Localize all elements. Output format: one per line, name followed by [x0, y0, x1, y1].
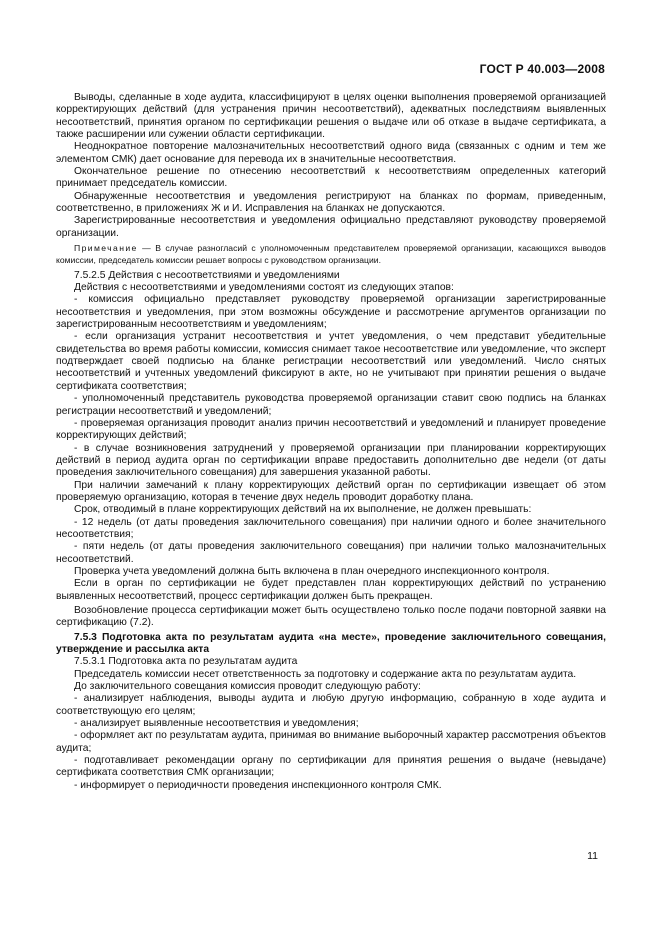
document-body: [56, 92, 606, 792]
paragraph: Если в орган по сертификации не будет представлен план корректирующих действий по устранению выявленных несоответствий, процесс сертификации должен быть прекращен.: [56, 578, 606, 602]
list-item: - пяти недель (от даты проведения заключительного совещания) при наличии только малозначительных несоответствий.: [56, 541, 606, 565]
paragraph: При наличии замечаний к плану корректирующих действий орган по сертификации извещает об этом проверяемую организацию, которая в течение двух недель проводит доработку плана.: [56, 479, 606, 503]
note: [56, 243, 606, 267]
paragraph: Обнаруженные несоответствия и уведомления регистрируют на бланках по формам, приведенным, соответственно, в приложениях Ж и И. Исправления на бланках не допускаются.: [56, 190, 606, 215]
note-text: — В случае разногласий с уполномоченным представителем проверяемой организации, касающихся выводов комиссии, председатель комиссии решает вопросы с руководством организации.: [56, 243, 606, 265]
note-label: Примечание: [74, 243, 138, 254]
paragraph: Окончательное решение по отнесению несоответствий к несоответствиям определенных категорий принимает председатель комиссии.: [56, 166, 606, 190]
paragraph: Выводы, сделанные в ходе аудита, классифицируют в целях оценки выполнения проверяемой организацией корректирующих действий (для устранения причин несоответствий), адекватных последствиям выявленных несоответствий, принятия органом по сертификации решения о выдаче или об отказе в выдаче сертификата, а также расширении или сужении области сертификации.: [56, 92, 606, 141]
paragraph: Зарегистрированные несоответствия и уведомления официально представляют руководству проверяемой организации.: [56, 215, 606, 239]
paragraph: Действия с несоответствиями и уведомлениями состоят из следующих этапов:: [74, 282, 454, 294]
paragraph: Возобновление процесса сертификации может быть осуществлено только после подачи повторной заявки на сертификацию (7.2).: [56, 605, 606, 629]
section-heading: 7.5.3 Подготовка акта по результатам аудита «на месте», проведение заключительного совещания, утверждение и рассылка акта: [56, 631, 606, 656]
page-number: 11: [587, 850, 598, 862]
paragraph: До заключительного совещания комиссия проводит следующую работу:: [74, 681, 421, 693]
list-item: - комиссия официально представляет руководству проверяемой организации зарегистрированные несоответствия и уведомления, при этом возможны обсуждение и рассмотрение аргументов организации по зарегистрированным несоответствиям и уведомлениям;: [56, 294, 606, 331]
standard-header: ГОСТ Р 40.003—2008: [479, 62, 605, 76]
list-item: - подготавливает рекомендации органу по сертификации для принятия решения о выдаче (невыдаче) сертификата соответствия СМК организации;: [56, 755, 606, 779]
list-item: - анализирует наблюдения, выводы аудита и любую другую информацию, собранную в ходе аудита и соответствующую его целям;: [56, 693, 606, 717]
paragraph: Председатель комиссии несет ответственность за подготовку и содержание акта по результатам аудита.: [74, 668, 577, 680]
paragraph: Проверка учета уведомлений должна быть включена в план очередного инспекционного контроля.: [74, 565, 550, 577]
paragraph: Срок, отводимый в плане корректирующих действий на их выполнение, не должен превышать:: [74, 504, 532, 516]
list-item: - информирует о периодичности проведения инспекционного контроля СМК.: [74, 779, 442, 791]
subsection-title: 7.5.3.1 Подготовка акта по результатам аудита: [74, 656, 298, 668]
list-item: - проверяемая организация проводит анализ причин несоответствий и уведомлений и планирует проведение корректирующих действий;: [56, 417, 606, 442]
list-item: - оформляет акт по результатам аудита, принимая во внимание выборочный характер рассмотрения объектов аудита;: [56, 730, 606, 754]
list-item: - уполномоченный представитель руководства проверяемой организации ставит свою подпись на бланках регистрации несоответствий и уведомлений;: [56, 393, 606, 417]
section-title: 7.5.2.5 Действия с несоответствиями и уведомлениями: [74, 269, 340, 281]
list-item: - 12 недель (от даты проведения заключительного совещания) при наличии одного и более значительного несоответствия;: [56, 516, 606, 540]
paragraph: Неоднократное повторение малозначительных несоответствий одного вида (связанных с одним и тем же элементом СМК) дает основание для перевода их в значительные несоответствия.: [56, 141, 606, 165]
list-item: - анализирует выявленные несоответствия и уведомления;: [74, 718, 359, 730]
list-item: - если организация устранит несоответствия и учтет уведомления, о чем представит убедительные свидетельства во время работы комиссии, комиссия снимает такое несоответствие или уведомление, что эксперт подтверждает своей подписью на бланке регистрации несоответствий или уведомлений. Число снятых несоответствий и учтенных уведомлений фиксируют в акте, но не учитывают при принятии решения о выдаче сертификата соответствия;: [56, 331, 606, 392]
list-item: - в случае возникновения затруднений у проверяемой организации при планировании корректирующих действий в период аудита орган по сертификации вправе предоставить дополнительно две недели (от даты проведения заключительного совещания) для завершения указанной работы.: [56, 442, 606, 479]
